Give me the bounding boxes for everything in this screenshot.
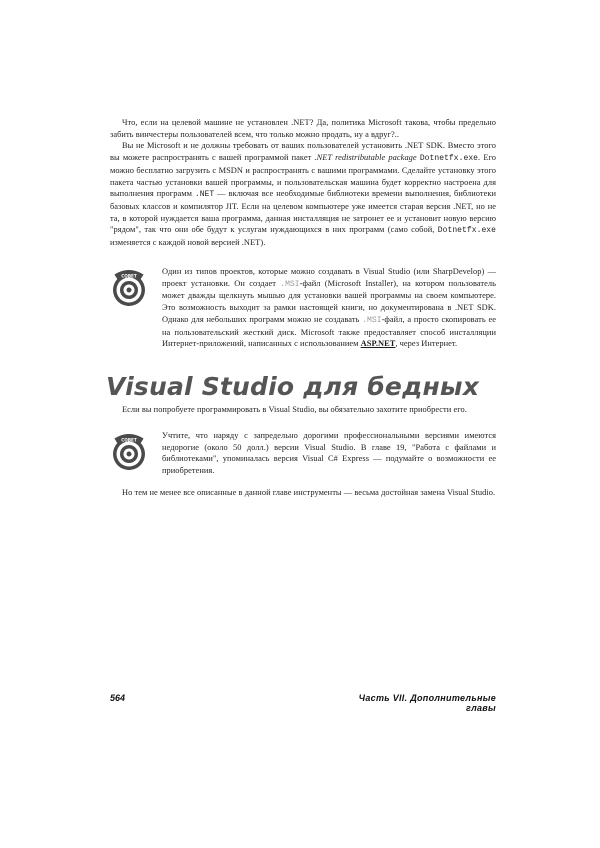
paragraph-3-text: Если вы попробуете программировать в Visual Studio, вы обязательно захотите приобрести его. <box>122 405 467 414</box>
tip-1-part-d: , через Интернет. <box>395 339 458 349</box>
paragraph-3 <box>110 404 496 416</box>
paragraph-4 <box>110 487 496 499</box>
tip-2-text <box>162 430 496 477</box>
tip-1-part-a: Один из типов проектов, которые можно создавать в Visual Studio (или SharpDevelop) — проект установки. Он создает <box>162 267 496 288</box>
paragraph-1 <box>110 117 496 140</box>
page-number: 564 <box>110 693 126 703</box>
dotnetfx-filename-2: Dotnetfx.exe <box>437 226 496 236</box>
tip-icon-label-2: СОВЕТ <box>121 437 137 443</box>
tip-1-part-b: -файл (Microsoft Installer), на котором пользователь может дважды щелкнуть мышью для установки вашей программы на своем компьютере. Это возможность выходит за рамки настоящей книги, но документирована в .NET SDK. Однако для небольших программ можно не создавать <box>162 278 496 324</box>
tip-1-part-c: -файл, а просто скопировать ее на пользовательский жесткий диск. Microsoft также предоставляет способ инсталляции Интернет-приложений, написанных с использованием <box>162 314 496 349</box>
paragraph-2-part-d: изменяется с каждой новой версией .NET). <box>110 238 266 248</box>
tip-target-icon-2 <box>110 432 148 472</box>
body-text-middle <box>110 404 496 416</box>
paragraph-1-text: Что, если на целевой машине не установлен .NET? Да, политика Microsoft такова, чтобы предельно забить винчестеры пользователей всем, что только можно продать, ну а вдруг?.. <box>110 118 496 139</box>
redistributable-package-name: .NET redistributable package <box>314 153 417 163</box>
running-footer-part-title: Часть VII. Дополнительные главы <box>358 693 496 713</box>
tip-block-1 <box>110 266 496 350</box>
paragraph-4-text: Но тем не менее все описанные в данной главе инструменты — весьма достойная замена Visual Studio. <box>122 488 496 497</box>
tip-2-content: Учтите, что наряду с запредельно дорогими профессиональными версиями имеются недорогие (около 50 долл.) версии Visual Studio. В главе 19, "Работа с файлами и библиотеками", упоминалась версия Visual C# Express — подумайте о возможности ее приобретения. <box>162 431 496 476</box>
section-heading: Visual Studio для бедных <box>106 372 480 401</box>
dotnet-mono: .NET <box>194 190 215 200</box>
paragraph-2-part-c: — включая все необходимые библиотеки времени выполнения, библиотеки базовых классов и компилятор JIT. Если на целевом компьютере уже имеется старая версия .NET, но не та, в которой нуждается ваша программа, данная инсталляция не затронет ее и установит новую версию "рядом", так что они обе будут к услугам нуждающихся в них программ (само собой, <box>110 189 496 235</box>
aspnet-term: ASP.NET <box>360 339 396 349</box>
paragraph-2 <box>110 140 496 248</box>
tip-icon-label: СОВЕТ <box>121 273 137 279</box>
tip-block-2 <box>110 430 496 477</box>
body-text-bottom <box>110 487 496 499</box>
tip-1-text <box>162 266 496 350</box>
dotnetfx-filename: Dotnetfx.exe <box>419 154 479 164</box>
msi-ext-1: .MSI <box>280 279 300 289</box>
paragraph-2-part-b: . Его можно бесплатно загрузить с MSDN и распространять с вашими программами. Сделайте установку этого пакета частью установки вашей программы, и пользовательская машина будет корректно настроена для выполнения программ <box>110 153 497 199</box>
body-text-top <box>110 117 496 249</box>
msi-ext-2: .MSI <box>362 315 382 325</box>
paragraph-2-part-a: Вы не Microsoft и не должны требовать от ваших пользователей установить .NET SDK. Вместо этого вы можете распространять с вашей программой пакет <box>110 141 496 163</box>
tip-target-icon <box>110 268 148 308</box>
